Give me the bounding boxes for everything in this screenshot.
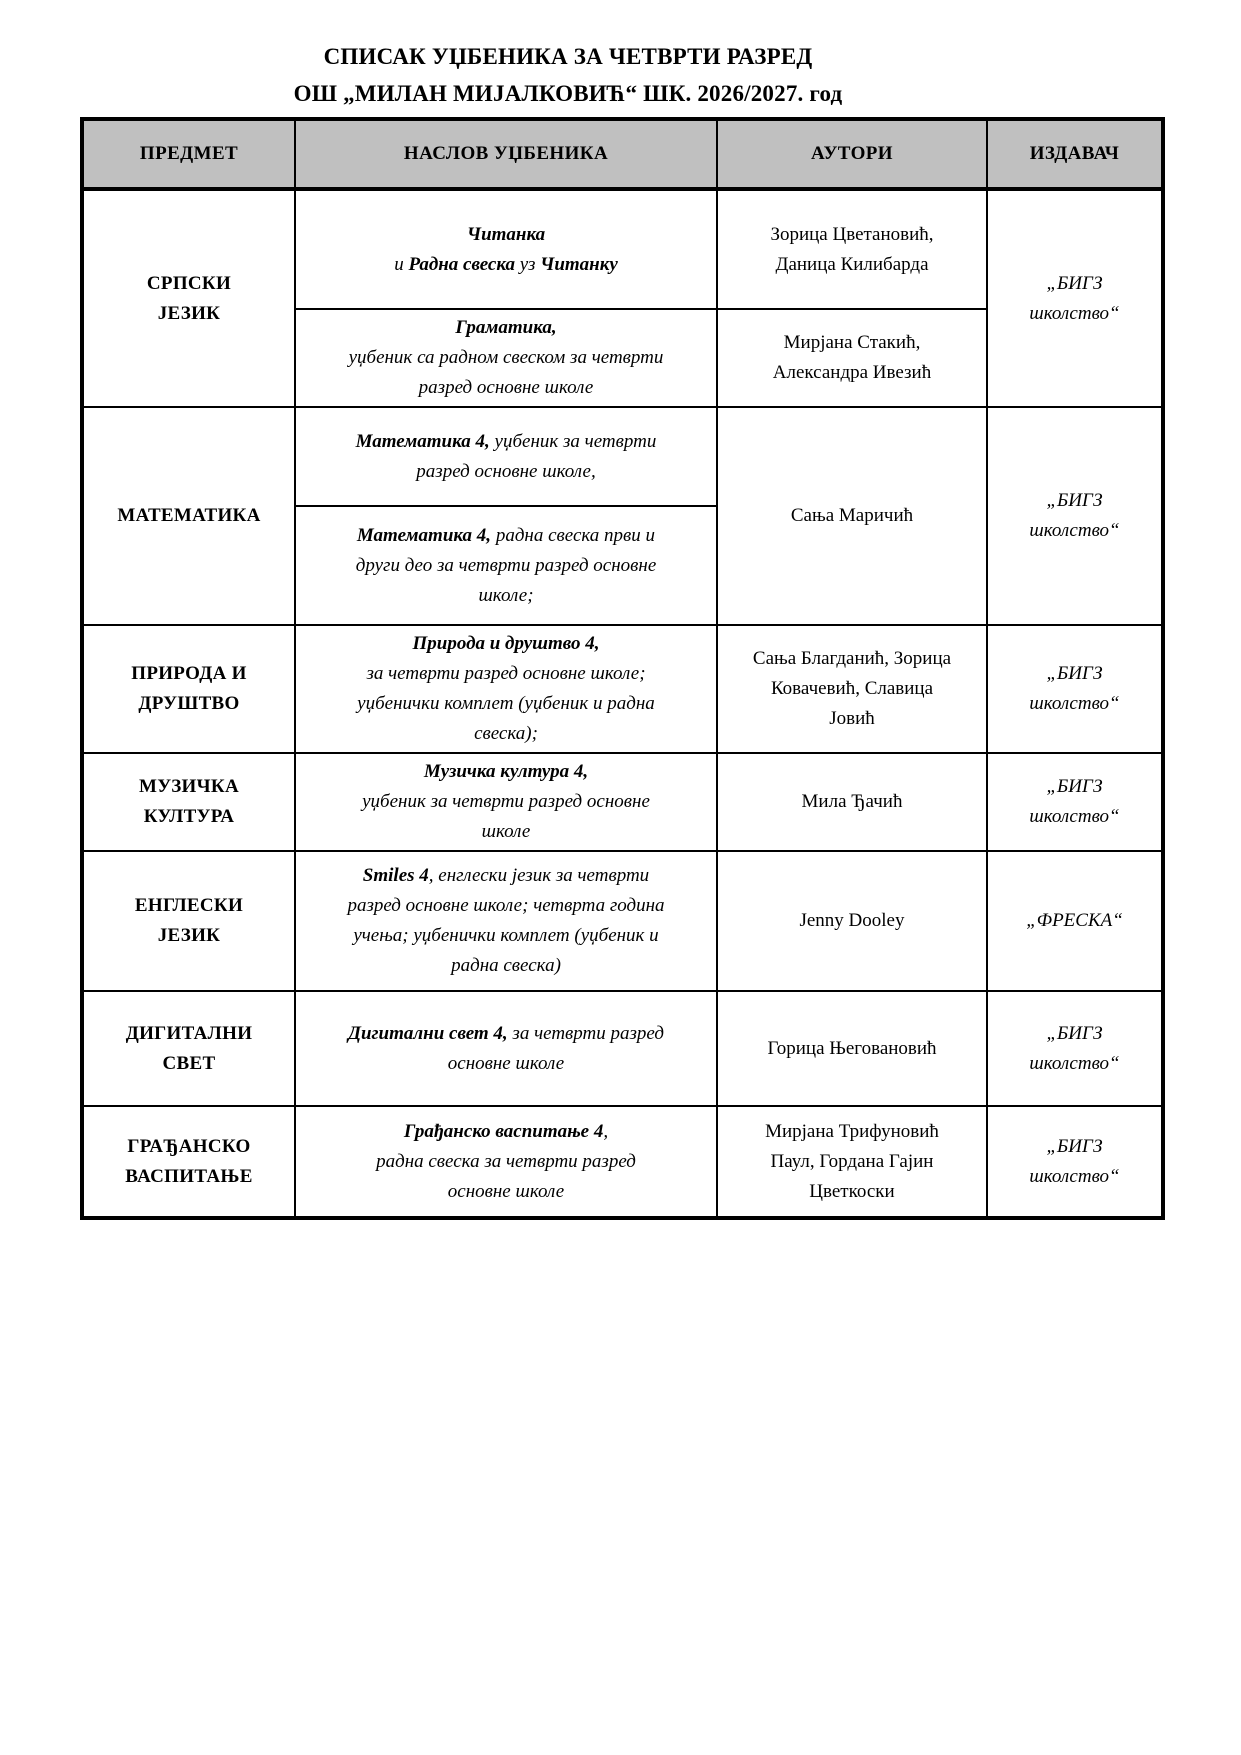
table-row [82, 753, 1163, 851]
textbook-table [80, 117, 1165, 1220]
column-header: АУТОРИ [717, 119, 987, 189]
publisher-cell: „БИГЗ школство“ [987, 625, 1163, 753]
book-title-text: други део за четврти разред основне [355, 554, 657, 576]
publisher-cell: „БИГЗ школство“ [987, 753, 1163, 851]
subject-cell: МУЗИЧКА КУЛТУРА [82, 753, 295, 851]
book-title-emphasis: Природа и друштво 4, [412, 633, 600, 654]
table-body [82, 189, 1163, 1218]
table-row [82, 119, 1163, 189]
title-cell [295, 506, 717, 625]
book-title-emphasis: Smiles 4 [362, 865, 429, 886]
authors-cell: Сања Благданић, Зорица Ковачевић, Славица Јовић [717, 625, 987, 753]
publisher-cell: „БИГЗ школство“ [987, 1106, 1163, 1218]
subject-cell: ПРИРОДА И ДРУШТВО [82, 625, 295, 753]
column-header: ПРЕДМЕТ [82, 119, 295, 189]
book-title-text: уџбенички комплет (уџбеник и радна [357, 693, 655, 714]
book-title-text: разред основне школе, [416, 460, 596, 482]
book-title-text: радна свеска) [451, 955, 561, 976]
book-title-emphasis: Математика 4, [356, 524, 492, 546]
book-title-emphasis: Математика 4, [355, 430, 490, 452]
authors-cell: Мила Ђачић [717, 753, 987, 851]
book-title-text: уз [515, 253, 541, 275]
subject-cell: МАТЕМАТИКА [82, 407, 295, 625]
table-header-row [82, 119, 1163, 189]
document-title-line1: СПИСАК УЏБЕНИКА ЗА ЧЕТВРТИ РАЗРЕД [323, 44, 813, 69]
book-title-text: основне школе [447, 1052, 565, 1074]
book-title-emphasis: Радна свеска [408, 253, 516, 275]
book-title-emphasis: Грађанско васпитање 4 [403, 1120, 604, 1142]
book-title-text: за четврти разред [507, 1022, 665, 1044]
document-title [0, 38, 1136, 112]
table-row [82, 189, 1163, 309]
book-title-text: разред основне школе; четврта година [347, 895, 665, 916]
document-title-line2: ОШ „МИЛАН МИЈАЛКОВИЋ“ ШК. 2026/2027. год [293, 81, 843, 106]
book-title-emphasis: Читанка [466, 223, 546, 245]
title-cell [295, 189, 717, 309]
book-title-text: , енглески језик за четврти [428, 865, 650, 886]
book-title-emphasis: Дигитални свет 4, [347, 1022, 508, 1044]
authors-cell: Горица Његовановић [717, 991, 987, 1106]
title-cell [295, 991, 717, 1106]
book-title-text: основне школе [447, 1180, 565, 1202]
book-title-emphasis: Граматика, [455, 317, 557, 338]
column-header: НАСЛОВ УЏБЕНИКА [295, 119, 717, 189]
book-title-text: и [394, 253, 409, 275]
book-title-text: уџбеник за четврти разред основне [362, 791, 650, 812]
authors-cell: Сања Маричић [717, 407, 987, 625]
table-row [82, 625, 1163, 753]
title-cell [295, 625, 717, 753]
book-title-text: свеска); [474, 723, 538, 744]
book-title-text: радна свеска први и [491, 524, 656, 546]
authors-cell: Мирјана Трифуновић Паул, Гордана Гајин Цветкоски [717, 1106, 987, 1218]
authors-cell: Мирјана Стакић, Александра Ивезић [717, 309, 987, 407]
book-title-text: школе [481, 821, 531, 842]
publisher-cell: „ФРЕСКА“ [987, 851, 1163, 991]
title-cell [295, 407, 717, 506]
book-title-text: радна свеска за четврти разред [376, 1150, 636, 1172]
table-row [82, 1106, 1163, 1218]
book-title-emphasis: Читанку [540, 253, 618, 275]
subject-cell: ЕНГЛЕСКИ ЈЕЗИК [82, 851, 295, 991]
column-header: ИЗДАВАЧ [987, 119, 1163, 189]
table-row [82, 407, 1163, 506]
subject-cell: ДИГИТАЛНИ СВЕТ [82, 991, 295, 1106]
book-title-text: за четврти разред основне школе; [366, 663, 646, 684]
publisher-cell: „БИГЗ школство“ [987, 189, 1163, 407]
authors-cell: Jenny Dooley [717, 851, 987, 991]
subject-cell: ГРАЂАНСКО ВАСПИТАЊЕ [82, 1106, 295, 1218]
book-title-text: , [603, 1120, 609, 1142]
book-title-text: учења; уџбенички комплет (уџбеник и [353, 925, 659, 946]
title-cell [295, 309, 717, 407]
book-title-text: уџбеник са радном свеском за четврти [348, 347, 664, 368]
publisher-cell: „БИГЗ школство“ [987, 991, 1163, 1106]
authors-cell: Зорица Цветановић, Даница Килибарда [717, 189, 987, 309]
title-cell [295, 851, 717, 991]
book-title-text: разред основне школе [418, 377, 594, 398]
book-title-emphasis: Музичка култура 4, [423, 761, 589, 782]
book-title-text: уџбеник за четврти [489, 430, 657, 452]
book-title-text: школе; [478, 584, 534, 606]
table-row [82, 991, 1163, 1106]
title-cell [295, 1106, 717, 1218]
subject-cell: СРПСКИ ЈЕЗИК [82, 189, 295, 407]
table-row [82, 851, 1163, 991]
title-cell [295, 753, 717, 851]
publisher-cell: „БИГЗ школство“ [987, 407, 1163, 625]
